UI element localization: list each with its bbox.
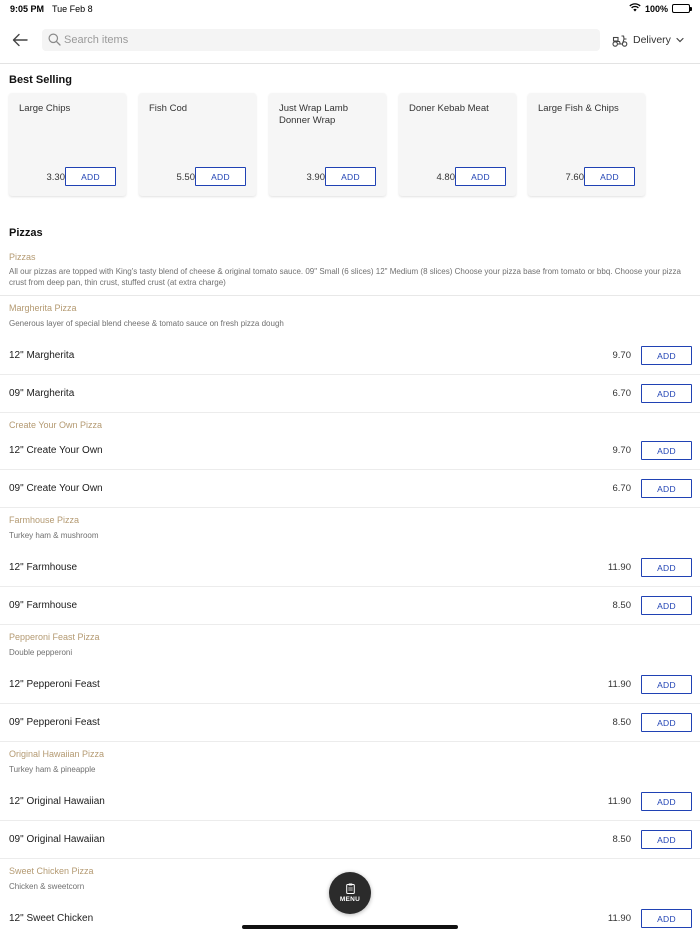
item-name: Doner Kebab Meat [409,103,489,114]
category-header [0,296,700,329]
add-button[interactable]: ADD [584,167,635,186]
item-name: 12" Margherita [9,350,75,361]
add-button[interactable]: ADD [65,167,116,186]
category-name: Farmhouse Pizza [9,515,80,525]
add-button[interactable]: ADD [641,909,692,928]
item-price: 8.50 [612,834,631,845]
menu-item-row[interactable] [0,821,700,859]
category-name: Original Hawaiian Pizza [9,749,105,759]
category-description: Generous layer of special blend cheese & tomato sauce on fresh pizza dough [9,319,284,328]
category-name: Margherita Pizza [9,303,77,313]
add-button[interactable]: ADD [641,713,692,732]
item-name: 09" Margherita [9,388,75,399]
delivery-selector[interactable] [612,30,684,50]
category-name: Pepperoni Feast Pizza [9,632,100,642]
category-name: Pizzas [9,252,36,262]
menu-item-row[interactable] [0,549,700,587]
wifi-icon [629,3,641,14]
battery-icon [672,4,690,13]
item-price: 5.50 [176,172,195,183]
add-button[interactable]: ADD [641,384,692,403]
item-price: 11.90 [607,796,631,807]
item-price: 3.90 [306,172,325,183]
menu-item-row[interactable] [0,432,700,470]
menu-button[interactable] [329,872,371,914]
add-button[interactable]: ADD [641,792,692,811]
add-button[interactable]: ADD [641,479,692,498]
item-price: 7.60 [565,172,584,183]
menu-item-row[interactable] [0,470,700,508]
status-date: Tue Feb 8 [52,4,93,14]
item-name: 12" Farmhouse [9,562,78,573]
category-intro [0,250,700,296]
delivery-label: Delivery [633,34,671,46]
item-price: 9.70 [612,350,631,361]
best-selling-card[interactable] [9,93,126,196]
item-price: 4.80 [436,172,455,183]
add-button[interactable]: ADD [641,346,692,365]
item-price: 6.70 [612,483,631,494]
spacer [0,775,700,783]
menu-item-row[interactable] [0,704,700,742]
pizzas-title: Pizzas [9,227,43,239]
item-name: 12" Original Hawaiian [9,796,105,807]
home-indicator[interactable] [242,925,458,929]
add-button[interactable]: ADD [325,167,376,186]
best-selling-title: Best Selling [9,74,72,86]
item-price: 11.90 [607,913,631,924]
best-selling-card[interactable] [139,93,256,196]
battery-percent: 100% [644,3,668,14]
item-name: 12" Sweet Chicken [9,913,94,924]
category-header [0,413,700,432]
add-button[interactable]: ADD [641,830,692,849]
add-button[interactable]: ADD [641,558,692,577]
menu-item-row[interactable] [0,587,700,625]
search-icon [48,33,61,46]
item-name: Large Fish & Chips [538,103,619,114]
item-price: 8.50 [612,717,631,728]
top-bar [0,24,700,64]
category-description: Chicken & sweetcorn [9,882,85,891]
spacer [0,658,700,666]
pizza-menu-list [0,250,700,934]
menu-item-row[interactable] [0,337,700,375]
spacer [0,329,700,337]
category-description: Turkey ham & mushroom [9,531,99,540]
item-price: 11.90 [607,679,631,690]
back-button[interactable] [8,28,32,52]
item-name: Just Wrap Lamb Donner Wrap [279,103,348,126]
item-name: 09" Farmhouse [9,600,78,611]
best-selling-card[interactable] [528,93,645,196]
menu-item-row[interactable] [0,783,700,821]
item-price: 3.30 [46,172,65,183]
status-right [629,3,690,14]
item-name: 09" Original Hawaiian [9,834,105,845]
item-name: 09" Create Your Own [9,483,103,494]
item-name: 12" Create Your Own [9,445,103,456]
category-description: Double pepperoni [9,648,73,657]
category-header [0,508,700,541]
category-description: Turkey ham & pineapple [9,765,96,774]
category-name: Create Your Own Pizza [9,420,103,430]
item-price: 6.70 [612,388,631,399]
menu-item-row[interactable] [0,666,700,704]
search-input[interactable] [64,29,594,51]
clipboard-icon [346,883,355,894]
best-selling-card[interactable] [269,93,386,196]
item-name: Fish Cod [149,103,188,114]
menu-button-label: MENU [339,896,361,903]
item-name: 09" Pepperoni Feast [9,717,100,728]
category-header [0,742,700,775]
chevron-down-icon [676,37,684,43]
add-button[interactable]: ADD [195,167,246,186]
item-name: 12" Pepperoni Feast [9,679,100,690]
status-bar [0,0,700,18]
add-button[interactable]: ADD [641,441,692,460]
item-price: 9.70 [612,445,631,456]
add-button[interactable]: ADD [641,596,692,615]
add-button[interactable]: ADD [641,675,692,694]
menu-item-row[interactable] [0,375,700,413]
category-name: Sweet Chicken Pizza [9,866,94,876]
category-header [0,625,700,658]
category-description: All our pizzas are topped with King's tasty blend of cheese & original tomato sauce. 09" Small (6 slices) 12" Medium (8 slices) Choose your pizza base from tomato or bbq. Choose your pizza crust from deep pan, thin crust, stuffed crust (at extra charge) [9,267,681,287]
add-button[interactable]: ADD [455,167,506,186]
item-name: Large Chips [19,103,71,114]
scooter-icon [612,34,628,47]
item-price: 8.50 [612,600,631,611]
spacer [0,541,700,549]
status-time: 9:05 PM [10,4,45,14]
best-selling-card[interactable] [399,93,516,196]
item-price: 11.90 [607,562,631,573]
search-box[interactable] [42,29,600,51]
back-arrow-icon [12,33,28,47]
